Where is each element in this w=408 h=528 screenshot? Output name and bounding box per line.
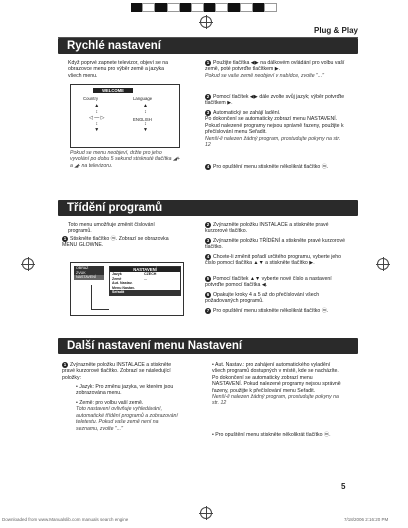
arrow-pointer [91,285,92,309]
section3-bullet: • Jazyk: Pro změnu jazyka, ve kterém jsou zobrazována menu. [76,384,174,397]
main-menu-item: ZVUK [76,270,86,275]
settings-row: Jazyk CZECH [112,272,157,276]
settings-row: Aut. Nastav. [112,281,133,285]
section1-step-1: 1 Použijte tlačítka ◀▶ na dálkovém ovládání pro volbu vaší země, poté potvrďte tlačítkem ▶. Pokud se vaše země neobjeví v nabídce, zvolte "..." [205,60,345,79]
section2-step-6: 6 Opakujte kroky 4 a 5 až do přečíslování všech požadovaných programů. [205,292,320,305]
section2-intro: Toto menu umožňuje změnit číslování programů. [68,222,155,235]
section-title-bar [58,200,358,216]
color-bar [131,3,277,12]
settings-panel [109,266,181,296]
settings-row: Země ... [112,276,147,281]
section1-step-3: 3 Automatický se zahájí ladění. Po dokončení se automaticky zobrazí menu NASTAVENÍ. Pokud nalezené programy nejsou správně řazeny, použijte k přečíslování menu Seřadit. Nenší-li nalezen žádný program, prostudujte pokyny na str. 12 [205,110,344,149]
settings-screen [70,262,184,316]
settings-panel-title: NASTAVENÍ [110,267,180,272]
main-menu-item: OBRAZ [76,266,89,270]
section2-step-2: 2 Zvýrazněte položku INSTALACE a stiskněte pravé kurzorové tlačítko. [205,222,329,235]
section2-step-1: 1 Stiskněte tlačítko ⓜ. Zobrazí se obrazovka MENU GLOWNE. [62,236,169,249]
welcome-menu-title: WELCOME [93,88,133,93]
settings-row: Menu Nastav. [112,285,135,290]
section1-step-4: 4 Pro opuštění menu stiskněte několikrát tlačítko ⓜ. [206,164,329,170]
section1-step-2: 2 Pomocí tlačítek ◀▶ dále zvolte svůj jazyk; výběr potvrďte tlačítkem ▶. [205,94,345,107]
section-title: Třídění programů [67,202,163,214]
footer-right: 7/18/2006 2:16:20 PM [344,517,389,522]
language-label: Language [133,96,153,101]
section3-bullet: • Země: pro volbu vaší země. Toto nastavení ovlivňuje vyhledávání, automatické třídění programů a zobrazování teletextu. Pokud vaše země není na seznamu, zvolte "..." [76,400,178,432]
settings-row-selected: Seřadit [110,290,180,295]
main-menu-item: NASTAVENÍ [74,275,104,280]
screen-caption: Pokud se menu neobjeví, držte pro jeho vyvolání po dobu 5 sekund stisknuté tlačítka ◢+ a ◢- na televizoru. [70,150,180,169]
section3-step-1: 1 Zvýrazněte položku INSTALACE a stiskněte pravé kurzorové tlačítko. Zobrazí se následující položky: [62,362,172,381]
section3-right-bullet: • Aut. Nastav.: pro zahájení automatického vyladění všech programů dostupných v místě, kde se nacházíte. Po dokončení se automaticky zobrazí menu NASTAVENÍ. Pokud nalezené programy nejsou správně řazeny, použijte k přečíslování menu Seřadit. Nenší-li nalezen žádný program, prostudujte pokyny na str. 12 [212,362,341,407]
brand-title: Plug & Play [313,26,358,35]
registration-mark-bottom [200,507,212,519]
page-number: 5 [341,482,346,491]
section-title-bar [58,38,358,54]
section2-step-5: 5 Pomocí tlačítek ▲▼ vyberte nové číslo a nastavení potvrďte pomocí tlačítka ◀. [205,276,332,289]
country-arrows: ▲ ↕ ◁ — ▷ ↕ ▼ [89,103,105,133]
section-title: Rychlé nastavení [67,40,161,52]
footer-left: Downloaded from www.Manualslib.com manuals search engine [2,517,129,522]
section2-step-3: 3 Zvýrazněte položku TŘÍDĚNÍ a stiskněte pravé kurzorové tlačítko. [205,238,345,251]
intro-text: Když poprvé zapnete televizor, objeví se na obrazovce menu pro výběr země a jazyka všech menu. [68,60,169,79]
main-menu-list [74,266,104,280]
country-label: Country [83,96,99,101]
arrow-pointer [91,309,109,310]
registration-mark-top [200,16,212,28]
section-title: Další nastavení menu Nastavení [67,340,243,352]
welcome-screen [70,84,180,148]
registration-mark-right [377,258,389,270]
registration-mark-left [22,258,34,270]
section-title-bar [58,338,358,354]
section3-right-bullet: • Pro opuštění menu stiskněte několikrát tlačítko ⓜ. [212,432,331,438]
section2-step-4: 4 Chcete-li změnit pořadí určitého programu, vyberte jeho číslo pomocí tlačítka ▲▼ a stiskněte tlačítko ▶. [205,254,342,267]
language-arrows: ▲ ↕ ↕ ▼ [143,103,148,133]
language-value: ENGLISH [133,117,152,122]
section2-step-7: 7 Pro opuštění menu stiskněte několikrát tlačítko ⓜ. [206,308,329,314]
